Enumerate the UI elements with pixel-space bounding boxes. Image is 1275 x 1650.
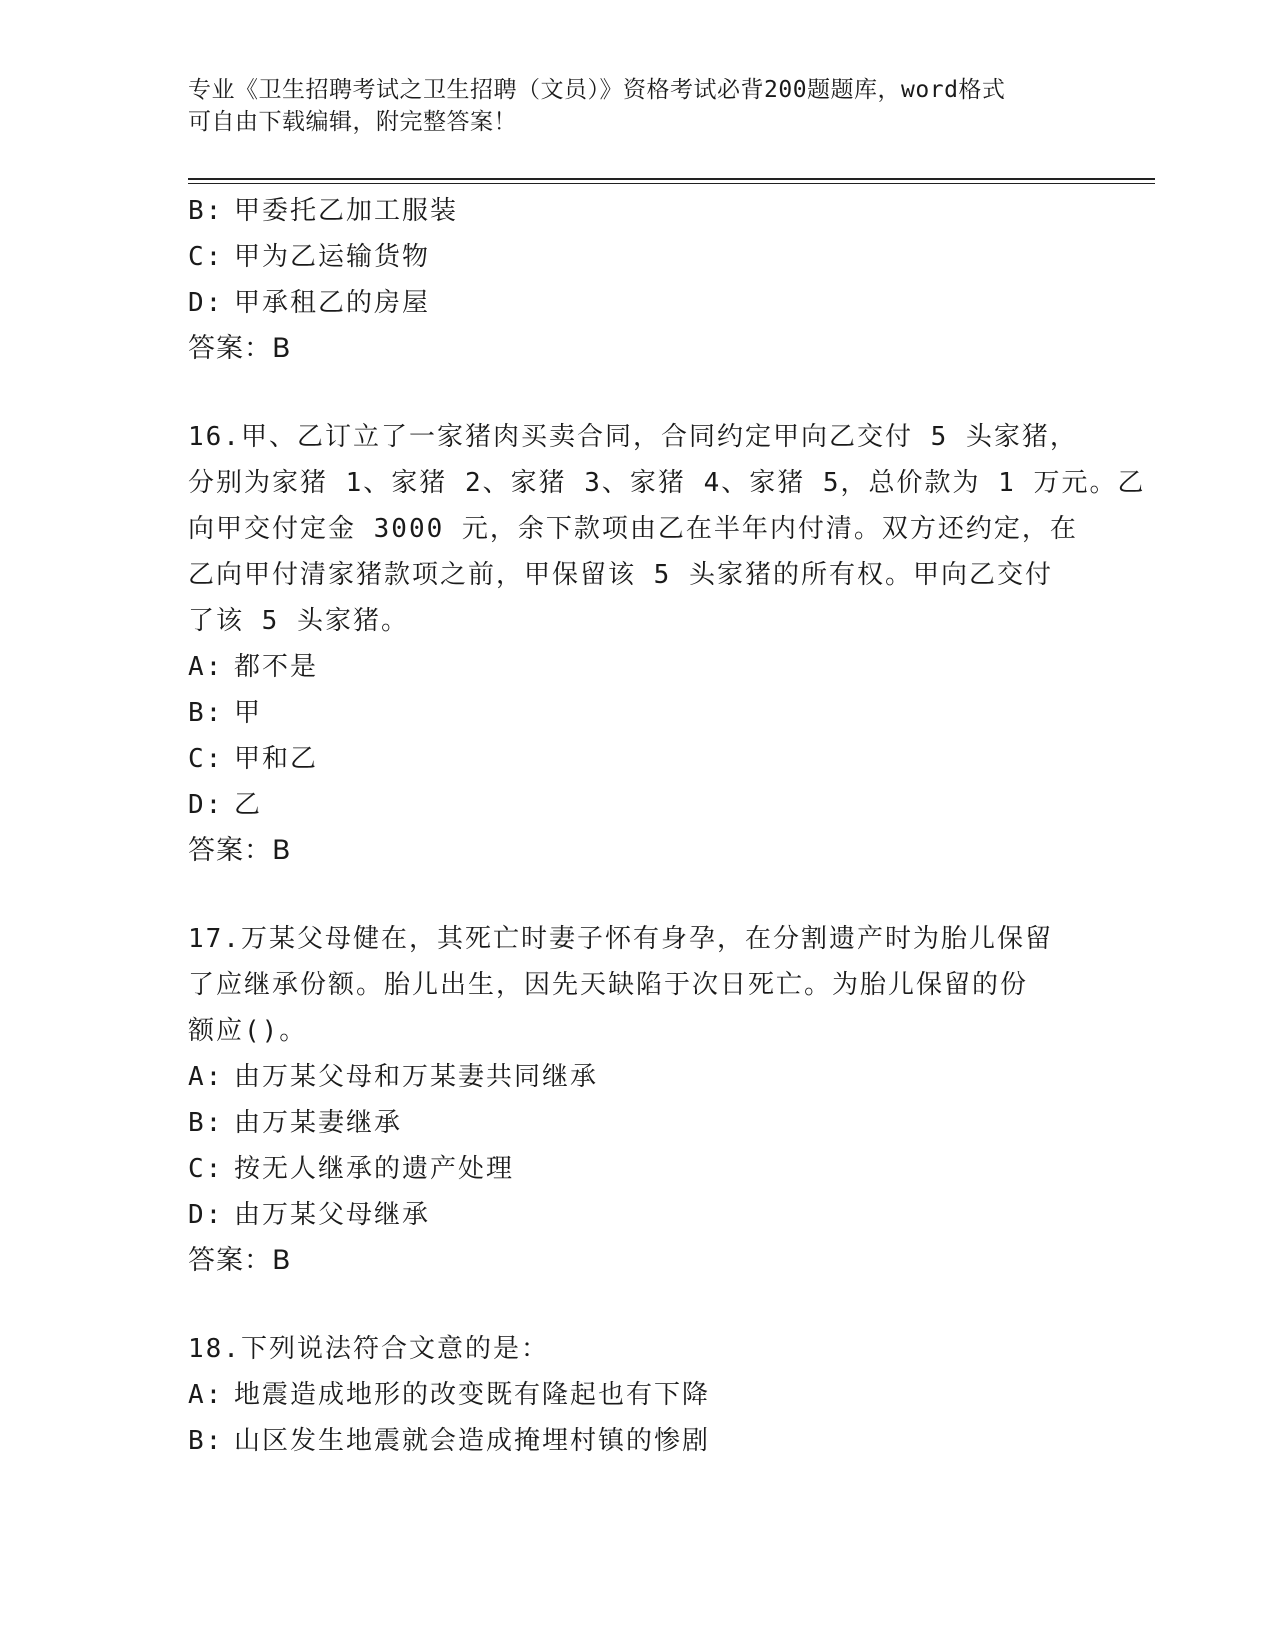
option-b: B: 山区发生地震就会造成掩埋村镇的惨剧 — [188, 1426, 711, 1456]
question-stem-line: 17.万某父母健在，其死亡时妻子怀有身孕，在分割遗产时为胎儿保留 — [188, 924, 1053, 954]
answer: 答案：B — [188, 835, 292, 866]
option-b: B: 甲委托乙加工服装 — [188, 196, 459, 226]
option-d: D: 甲承租乙的房屋 — [188, 288, 431, 318]
question-16 — [188, 414, 1146, 874]
question-17 — [188, 916, 1088, 1284]
header-divider-thick — [188, 178, 1155, 180]
question-stem-line: 乙向甲付清家猪款项之前，甲保留该 5 头家猪的所有权。甲向乙交付 — [188, 560, 1053, 590]
answer: 答案：B — [188, 1245, 292, 1276]
option-d: D: 乙 — [188, 790, 263, 820]
document-header — [188, 74, 1088, 138]
question-stem-line: 18.下列说法符合文意的是： — [188, 1334, 549, 1364]
option-b: B: 甲 — [188, 698, 263, 728]
question-stem-line: 向甲交付定金 3000 元，余下款项由乙在半年内付清。双方还约定，在 — [188, 514, 1078, 544]
question-18 — [188, 1326, 1088, 1464]
question-stem-line: 16.甲、乙订立了一家猪肉买卖合同，合同约定甲向乙交付 5 头家猪， — [188, 422, 1078, 452]
question-stem-line: 了该 5 头家猪。 — [188, 606, 409, 636]
question-stem-line: 额应()。 — [188, 1016, 308, 1046]
question-list — [188, 188, 1146, 1464]
question-stem-line: 了应继承份额。胎儿出生，因先天缺陷于次日死亡。为胎儿保留的份 — [188, 970, 1029, 1000]
answer: 答案：B — [188, 333, 292, 364]
option-b: B: 由万某妻继承 — [188, 1108, 403, 1138]
option-c: C: 按无人继承的遗产处理 — [188, 1154, 515, 1184]
question-stem-line: 分别为家猪 1、家猪 2、家猪 3、家猪 4、家猪 5，总价款为 1 万元。乙 — [188, 468, 1146, 498]
option-a: A: 由万某父母和万某妻共同继承 — [188, 1062, 599, 1092]
question-15 — [188, 188, 1088, 372]
header-line-2: 可自由下载编辑，附完整答案！ — [188, 109, 517, 135]
option-a: A: 都不是 — [188, 652, 319, 682]
header-divider-thin — [188, 183, 1155, 184]
option-c: C: 甲和乙 — [188, 744, 319, 774]
option-d: D: 由万某父母继承 — [188, 1200, 431, 1230]
option-c: C: 甲为乙运输货物 — [188, 242, 431, 272]
header-line-1: 专业《卫生招聘考试之卫生招聘（文员）》资格考试必背200题题库，word格式 — [188, 77, 1006, 103]
option-a: A: 地震造成地形的改变既有隆起也有下降 — [188, 1380, 711, 1410]
